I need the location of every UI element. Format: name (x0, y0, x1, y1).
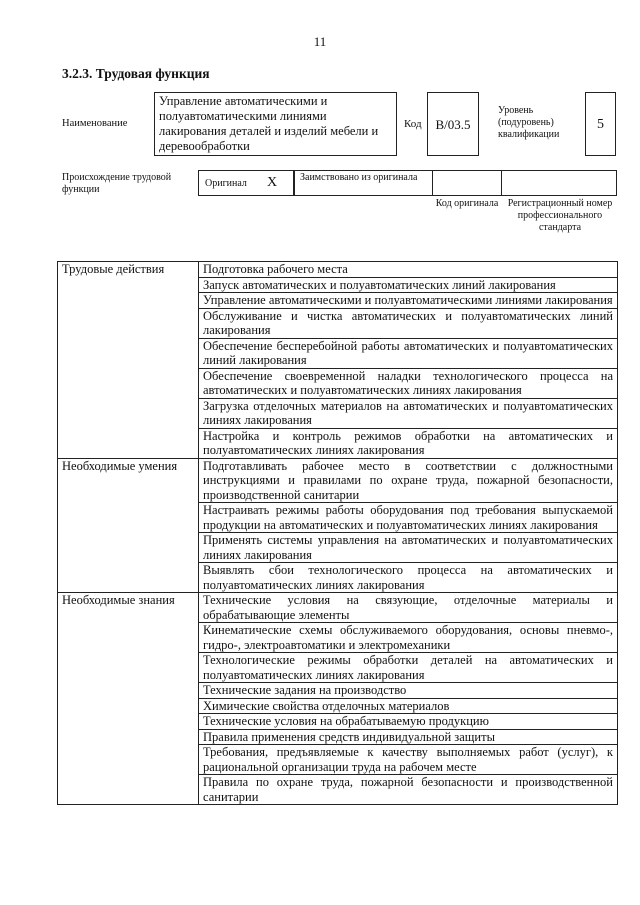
section-title-cell: Трудовые действия (58, 262, 199, 459)
function-details-table (57, 261, 618, 805)
function-name-box: Управление автоматическими и полуавтоматическими линиями лакирования деталей и изделий мебели и деревообработки (154, 92, 397, 156)
table-row (58, 262, 618, 278)
section-item-cell: Подготовка рабочего места (199, 262, 618, 278)
section-item-cell: Технологические режимы обработки деталей на автоматических и полуавтоматических линиях лакирования (199, 653, 618, 683)
section-item-cell: Обслуживание и чистка автоматических и полуавтоматических линий лакирования (199, 308, 618, 338)
section-item-cell: Настраивать режимы работы оборудования под требования выпускаемой продукции на автоматических и полуавтоматических линиях лакирования (199, 503, 618, 533)
function-code-box: B/03.5 (427, 92, 479, 156)
table-row (58, 593, 618, 623)
section-item-cell: Кинематические схемы обслуживаемого оборудования, основы пневмо-, гидро-, электроавтоматики и электромеханики (199, 623, 618, 653)
section-item-cell: Требования, предъявляемые к качеству выполняемых работ (услуг), к рациональной организации труда на рабочем месте (199, 745, 618, 775)
origin-label: Происхождение трудовой функции (62, 172, 172, 195)
section-item-cell: Технические условия на связующие, отделочные материалы и обрабатывающие элементы (199, 593, 618, 623)
code-original-caption: Код оригинала (435, 198, 499, 209)
borrowed-cell (294, 170, 433, 196)
section-item-cell: Правила применения средств индивидуальной защиты (199, 729, 618, 745)
section-item-cell: Выявлять сбои технологического процесса на автоматических и полуавтоматических линиях лакирования (199, 563, 618, 593)
section-item-cell: Обеспечение своевременной наладки технологического процесса на автоматических и полуавтоматических линиях лакирования (199, 368, 618, 398)
section-title-cell: Необходимые умения (58, 458, 199, 593)
original-mark: X (267, 175, 278, 190)
code-label: Код (404, 118, 422, 130)
section-item-cell: Химические свойства отделочных материалов (199, 698, 618, 714)
section-item-cell: Технические условия на обрабатываемую продукцию (199, 714, 618, 730)
page-number: 11 (313, 34, 327, 49)
original-cell (198, 170, 294, 196)
section-item-cell: Обеспечение бесперебойной работы автоматических и полуавтоматических линий лакирования (199, 338, 618, 368)
section-item-cell: Управление автоматическими и полуавтоматическими линиями лакирования (199, 293, 618, 309)
section-item-cell: Технические задания на производство (199, 683, 618, 699)
name-label: Наименование (62, 118, 128, 129)
borrowed-label: Заимствовано из оригинала (300, 172, 418, 183)
section-item-cell: Подготавливать рабочее место в соответствии с должностными инструкциями и правилами по охране труда, пожарной безопасности, производственной санитарии (199, 458, 618, 503)
reg-number-cell (501, 170, 617, 196)
original-label: Оригинал (205, 178, 247, 189)
section-item-cell: Правила по охране труда, пожарной безопасности и производственной санитарии (199, 775, 618, 805)
code-original-cell (432, 170, 502, 196)
section-title: 3.2.3. Трудовая функция (62, 66, 210, 81)
section-item-cell: Настройка и контроль режимов обработки на автоматических и полуавтоматических линиях лакирования (199, 428, 618, 458)
section-item-cell: Применять системы управления на автоматических и полуавтоматических линиях лакирования (199, 533, 618, 563)
section-item-cell: Загрузка отделочных материалов на автоматических и полуавтоматических линиях лакирования (199, 398, 618, 428)
table-row (58, 458, 618, 503)
level-label: Уровень (подуровень) квалификации (498, 105, 560, 140)
reg-number-caption: Регистрационный номер профессионального стандарта (507, 198, 613, 233)
section-item-cell: Запуск автоматических и полуавтоматических линий лакирования (199, 277, 618, 293)
section-title-cell: Необходимые знания (58, 593, 199, 805)
qualification-level-box: 5 (585, 92, 616, 156)
